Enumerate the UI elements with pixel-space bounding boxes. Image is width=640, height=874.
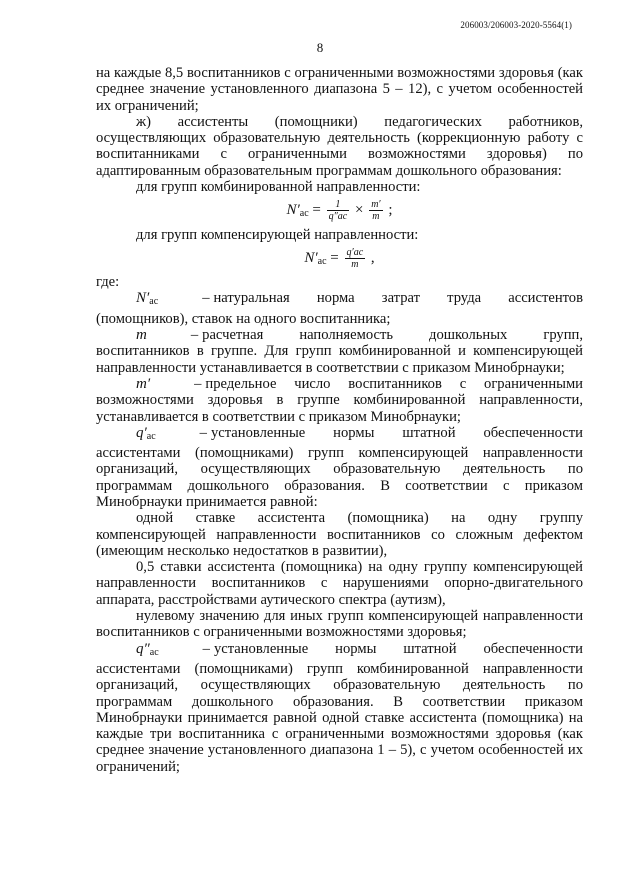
- fraction: [369, 199, 382, 222]
- formula-subscript: ас: [317, 255, 327, 267]
- definition-text: установленные нормы штатной обеспеченности ассистентами (помощниками) групп комбинированной направленности организаций, осуществляющих образовательную деятельность по программам дошкольного образования. В соответствии приказом Минобрнауки принимается равной одной ставке ассистента (помощника) на каждые три воспитанника с ограниченными возможностями здоровья (как среднее значение установленного диапазона 1 – 5), с учетом особенностей их ограничений;: [96, 640, 583, 775]
- paragraph: нулевому значению для иных групп компенсирующей направленности воспитанников с ограниченными возможностями здоровья;: [96, 608, 583, 641]
- paragraph: одной ставке ассистента (помощника) на одну группу компенсирующей направленности воспитанников со сложным дефектом (имеющим несколько недостатков в развитии),: [96, 510, 583, 559]
- where-label: где:: [96, 274, 120, 291]
- fraction-numerator: 1: [327, 199, 350, 211]
- definition-symbol: m: [136, 327, 147, 344]
- definition-dash: –: [199, 424, 207, 441]
- paragraph: на каждые 8,5 воспитанников с ограниченными возможностями здоровья (как среднее значение установленного диапазона 5 – 12), с учетом особенностей их ограничений;: [96, 65, 583, 114]
- definition-text: натуральная норма затрат труда ассистентов (помощников), ставок на одного воспитанника;: [96, 290, 583, 327]
- paragraph: 0,5 ставки ассистента (помощника) на одну группу компенсирующей направленности воспитанников с нарушениями опорно-двигательного аппарата, расстройствами аутического спектра (аутизм),: [96, 559, 583, 608]
- formula-symbol: N′: [286, 202, 300, 219]
- definition: [96, 425, 583, 510]
- fraction-denominator: m: [372, 211, 380, 223]
- definition-dash: –: [190, 327, 199, 344]
- definition-symbol: $q''_{ас}$: [136, 640, 159, 658]
- definition: [96, 327, 583, 376]
- formula-subscript: ас: [299, 208, 309, 220]
- definition-text: установленные нормы штатной обеспеченности ассистентами (помощниками) групп компенсирующей направленности организаций, осуществляющих образовательную деятельность по программам дошкольного образования. В соответствии с приказом Минобрнауки принимается равной:: [96, 424, 583, 510]
- definition-dash: –: [194, 375, 202, 392]
- definition-dash: –: [202, 290, 210, 307]
- paragraph: для групп комбинированной направленности:: [136, 179, 421, 196]
- document-id: 206003/206003-2020-5564(1): [460, 20, 572, 30]
- formula-operator: =: [308, 202, 325, 219]
- fraction: [345, 247, 366, 270]
- definition-dash: –: [202, 640, 210, 657]
- fraction: [327, 199, 350, 222]
- paragraph: для групп компенсирующей направленности:: [136, 226, 419, 243]
- page-number: 8: [316, 40, 324, 55]
- definition-text: предельное число воспитанников с ограниченными возможностями здоровья в группе комбинированной направленности, устанавливается в соответствии с приказом Минобрнауки;: [96, 375, 583, 425]
- fraction-denominator: q″ас: [328, 211, 348, 223]
- definition: [96, 641, 583, 775]
- definition-symbol: m′: [136, 375, 151, 392]
- formula-combined: [96, 199, 583, 222]
- formula-operator: ×: [351, 202, 368, 219]
- definition-symbol: $q'_{ас}$: [136, 424, 156, 442]
- fraction-denominator: m: [351, 258, 359, 270]
- fraction-numerator: q′ас: [346, 246, 364, 258]
- fraction-numerator: m′: [371, 199, 381, 211]
- definition: [96, 290, 583, 327]
- document-body: [96, 65, 583, 775]
- formula-end: ,: [367, 249, 375, 266]
- definition-symbol: $N'_{ас}$: [136, 290, 159, 308]
- definition: [96, 376, 583, 425]
- paragraph: ж) ассистенты (помощники) педагогических работников, осуществляющих образовательную деятельность (коррекционную работу с воспитанниками с ограниченными возможностями здоровья) по адаптированным образовательным программам дошкольного образования:: [96, 113, 583, 179]
- formula-end: ;: [384, 202, 393, 219]
- formula-symbol: N′: [304, 249, 318, 266]
- definition-text: расчетная наполняемость дошкольных групп, воспитанников в группе. Для групп комбинированной и компенсирующей направленности устанавливается в соответствии с приказом Минобрнауки;: [96, 327, 583, 376]
- formula-operator: =: [326, 249, 343, 266]
- formula-compensating: [96, 247, 583, 270]
